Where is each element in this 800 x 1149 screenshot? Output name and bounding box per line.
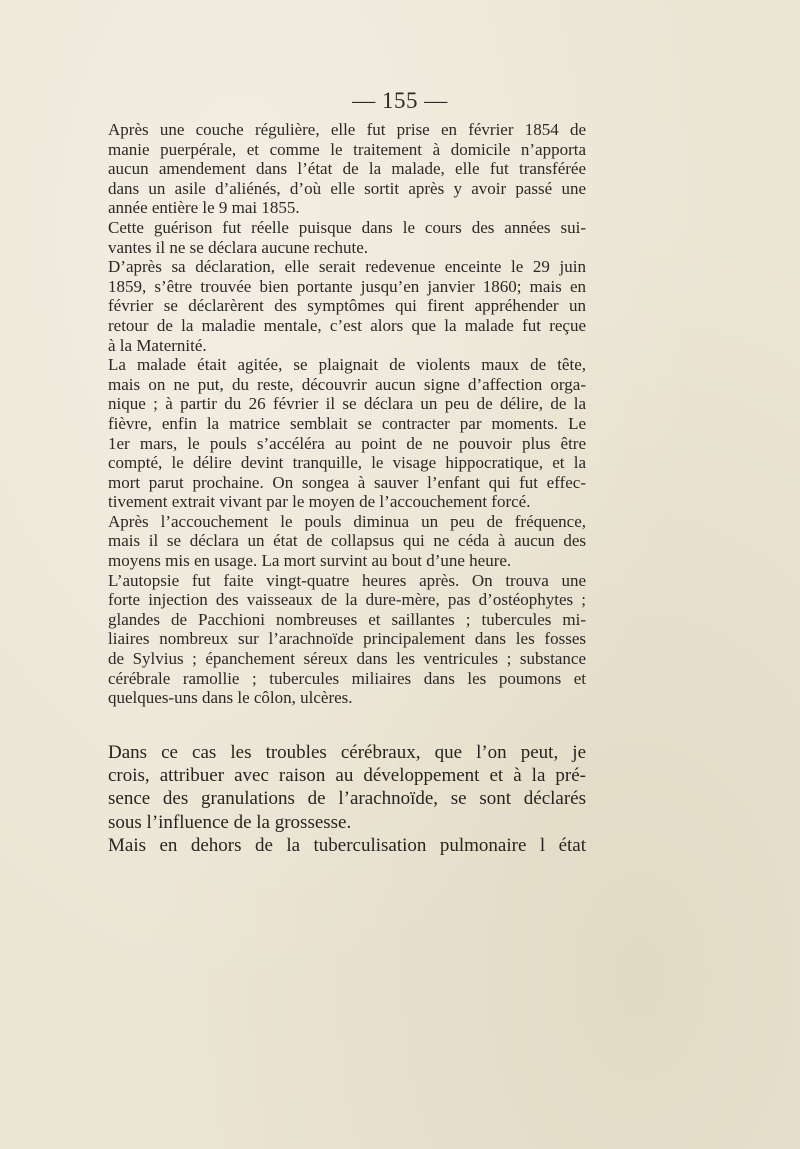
- text-line: glandes de Pacchioni nombreuses et saillantes ; tubercules mi-: [108, 609, 586, 629]
- text-line: retour de la maladie mentale, c’est alors que la malade fut reçue: [108, 315, 586, 335]
- text-line: Après l’accouchement le pouls diminua un peu de fréquence,: [108, 511, 586, 531]
- text-line: mais il se déclara un état de collapsus qui ne céda à aucun des: [108, 531, 586, 551]
- text-line: tivement extrait vivant par le moyen de l’accouchement forcé.: [108, 492, 531, 512]
- text-line: fièvre, enfin la matrice semblait se contracter par moments. Le: [108, 413, 586, 433]
- text-line: Après une couche régulière, elle fut prise en février 1854 de: [108, 120, 586, 139]
- text-line: 1er mars, le pouls s’accéléra au point de ne pouvoir plus être: [108, 433, 586, 453]
- text-line: moyens mis en usage. La mort survint au bout d’une heure.: [108, 551, 512, 571]
- text-line: L’autopsie fut faite vingt-quatre heures après. On trouva une: [108, 570, 586, 590]
- text-line: forte injection des vaisseaux de la dure-mère, pas d’ostéophytes ;: [108, 590, 586, 610]
- case-report-paragraphs: [108, 120, 586, 708]
- text-line: dans un asile d’aliénés, d’où elle sortit après y avoir passé une: [108, 178, 586, 198]
- text-line: de Sylvius ; épanchement séreux dans les ventricules ; substance: [108, 649, 586, 669]
- text-line: sous l’influence de la grossesse.: [108, 811, 352, 833]
- text-line: mort parut prochaine. On songea à sauver l’enfant qui fut effec-: [108, 472, 586, 492]
- text-line: D’après sa déclaration, elle serait redevenue enceinte le 29 juin: [108, 257, 586, 277]
- text-line: Dans ce cas les troubles cérébraux, que l’on peut, je: [108, 742, 586, 763]
- text-line: sence des granulations de l’arachnoïde, se sont déclarés: [108, 788, 586, 810]
- text-line: liaires nombreux sur l’arachnoïde principalement dans les fosses: [108, 629, 586, 649]
- text-line: à la Maternité.: [108, 335, 207, 355]
- text-line: mais on ne put, du reste, découvrir aucun signe d’affection orga-: [108, 374, 586, 394]
- text-line: Cette guérison fut réelle puisque dans le cours des années sui-: [108, 217, 586, 237]
- text-line: crois, attribuer avec raison au développement et à la pré-: [108, 765, 586, 787]
- text-line: cérébrale ramollie ; tubercules miliaires dans les poumons et: [108, 668, 586, 688]
- text-line: 1859, s’être trouvée bien portante jusqu’en janvier 1860; mais en: [108, 276, 586, 296]
- text-line: quelques-uns dans le côlon, ulcères.: [108, 688, 353, 708]
- text-line: La malade était agitée, se plaignait de violents maux de tête,: [108, 355, 586, 375]
- text-line: manie puerpérale, et comme le traitement à domicile n’apporta: [108, 139, 586, 159]
- page-number: — 155 —: [352, 88, 448, 113]
- text-line: année entière le 9 mai 1855.: [108, 198, 300, 218]
- text-line: vantes il ne se déclara aucune rechute.: [108, 237, 369, 257]
- commentary-paragraphs: [108, 741, 586, 857]
- text-line: aucun amendement dans l’état de la malade, elle fut transférée: [108, 159, 586, 179]
- text-line: nique ; à partir du 26 février il se déclara un peu de délire, de la: [108, 394, 586, 414]
- text-line: Mais en dehors de la tuberculisation pulmonaire l état: [108, 834, 586, 856]
- text-line: compté, le délire devint tranquille, le visage hippocratique, et la: [108, 453, 586, 473]
- text-line: février se déclarèrent des symptômes qui firent appréhender un: [108, 296, 586, 316]
